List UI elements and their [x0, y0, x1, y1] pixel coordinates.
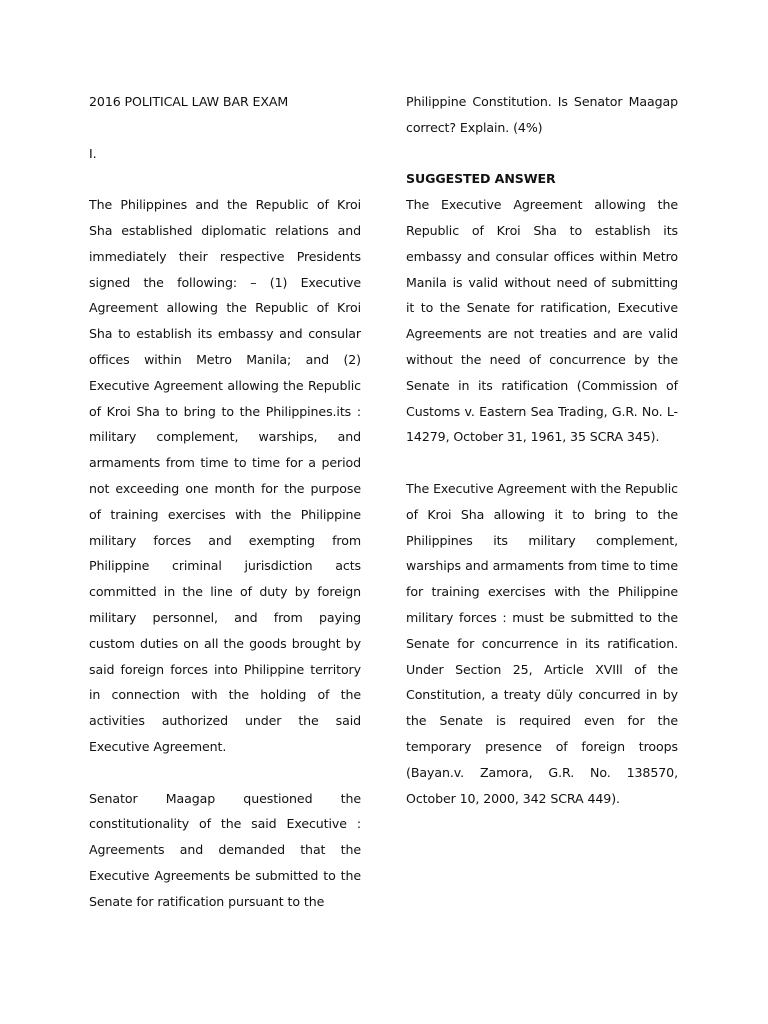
question-paragraph-2: Senator Maagap questioned the constitutionality of the said Executive : Agreements and demanded that the Executive Agreements be submitted to the Senate for ratification pursuant to the — [89, 790, 361, 909]
suggested-answer-heading: SUGGESTED ANSWER — [406, 171, 556, 187]
right-column — [406, 89, 678, 811]
left-column — [89, 89, 361, 915]
exam-title: 2016 POLITICAL LAW BAR EXAM — [89, 94, 289, 109]
answer-paragraph-1: The Executive Agreement allowing the Republic of Kroi Sha to establish its embassy and consular offices within Metro Manila is valid without need of submitting it to the Senate for ratification, Executive Agreements are not treaties and are valid without the need of concurrence by the Senate in its ratification (Commission of Customs v. Eastern Sea Trading, G.R. No. L-14279, October 31, 1961, 35 SCRA 345). — [406, 197, 678, 445]
question-paragraph-1: The Philippines and the Republic of Kroi Sha established diplomatic relations and immediately their respective Presidents signed the following: – (1) Executive Agreement allowing the Republic of Kroi Sha to establish its embassy and consular offices within Metro Manila; and (2) Executive Agreement allowing the Republic of Kroi Sha to bring to the Philippines.its : military complement, warships, and armaments from time to time for a period not exceeding one month for the purpose of training exercises with the Philippine military forces and exempting from Philippine criminal jurisdiction acts committed in the line of duty by foreign military personnel, and from paying custom duties on all the goods brought by said foreign forces into Philippine territory in connection with the holding of the activities authorized under the said Executive Agreement. — [89, 197, 361, 754]
answer-paragraph-2: The Executive Agreement with the Republic of Kroi Sha allowing it to bring to the Philippines its military complement, warships and armaments from time to time for training exercises with the Philippine military forces : must be submitted to the Senate for concurrence in its ratification. Under Section 25, Article XVIll of the Constitution, a treaty düly concurred in by the Senate is required even for the temporary presence of foreign troops (Bayan.v. Zamora, G.R. No. 138570, October 10, 2000, 342 SCRA 449). — [406, 480, 678, 806]
question-number: I. — [89, 145, 97, 161]
question-continuation: Philippine Constitution. Is Senator Maagap correct? Explain. (4%) — [406, 94, 678, 135]
